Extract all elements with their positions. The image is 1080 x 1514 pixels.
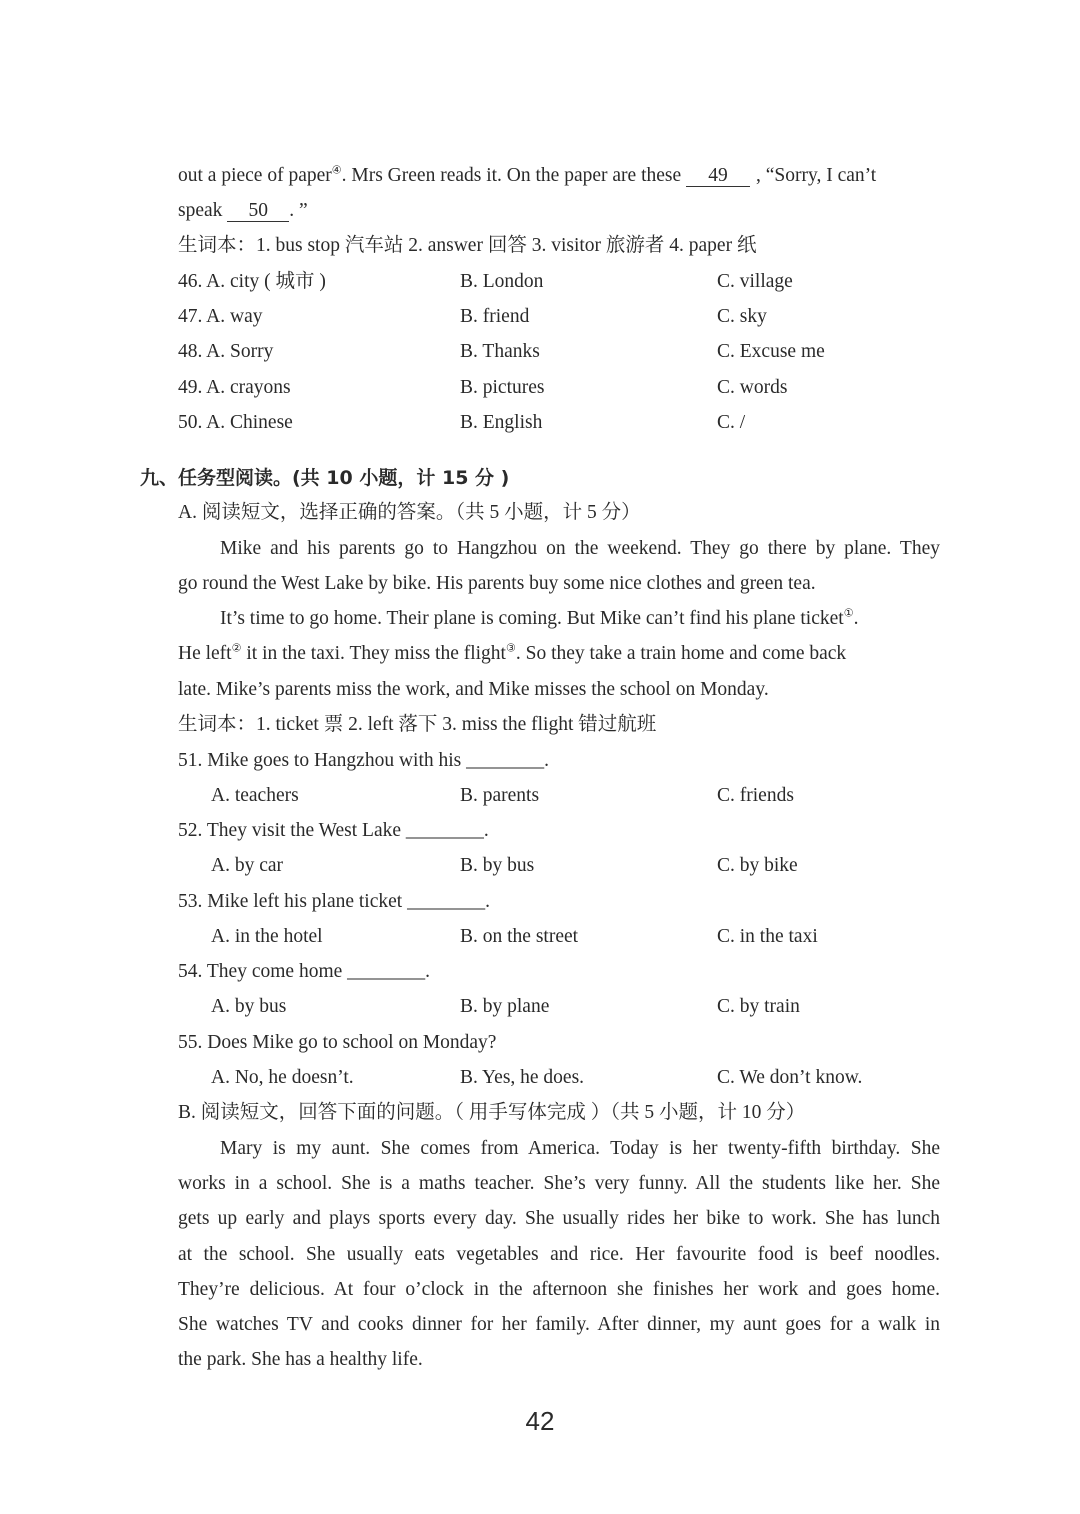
text: it in the taxi. They miss the flight: [241, 643, 506, 664]
section-heading: 九、任务型阅读。(共 10 小题，计 15 分 ): [140, 467, 510, 489]
passage-line: [178, 164, 876, 188]
option-a: 50. A. Chinese: [178, 412, 293, 433]
part-a-title: A. 阅读短文，选择正确的答案。（共 5 小题，计 5 分）: [178, 502, 641, 523]
text: speak: [178, 200, 223, 221]
passage-b-line: They’re delicious. At four o’clock in the afternoon she finishes her work and goes home.: [178, 1279, 940, 1300]
option-b: B. friend: [460, 306, 530, 327]
passage-a-line: Mike and his parents go to Hangzhou on the weekend. They go there by plane. They: [220, 538, 940, 559]
answer-blank-50: 50: [227, 201, 289, 222]
option-b: B. parents: [460, 785, 540, 806]
option-c: C. words: [717, 377, 788, 398]
option-a: 46. A. city ( 城市 ): [178, 271, 326, 292]
option-a: A. No, he doesn’t.: [211, 1067, 354, 1088]
page-number: 42: [525, 1406, 555, 1436]
option-b: B. English: [460, 412, 543, 433]
question-stem: 52. They visit the West Lake ________.: [178, 820, 489, 841]
question-stem: 55. Does Mike go to school on Monday?: [178, 1032, 497, 1053]
glossary: 生词本：1. bus stop 汽车站 2. answer 回答 3. visitor 旅游者 4. paper 纸: [178, 235, 757, 256]
option-a: A. by bus: [211, 996, 287, 1017]
question-stem: 53. Mike left his plane ticket ________.: [178, 891, 490, 912]
text: . Mrs Green reads it. On the paper are these: [341, 165, 682, 186]
footnote-marker: ②: [231, 642, 242, 655]
text: It’s time to go home. Their plane is coming. But Mike can’t find his plane ticket: [220, 608, 844, 629]
passage-b-line: works in a school. She is a maths teacher. She’s very funny. All the students like her. She: [178, 1173, 940, 1194]
option-a: 47. A. way: [178, 306, 263, 327]
option-a: A. teachers: [211, 785, 299, 806]
option-c: C. by train: [717, 996, 800, 1017]
option-b: B. by plane: [460, 996, 550, 1017]
option-b: B. pictures: [460, 377, 545, 398]
option-a: 48. A. Sorry: [178, 341, 274, 362]
passage-line: [178, 199, 308, 223]
option-a: A. by car: [211, 855, 284, 876]
passage-b-line: Mary is my aunt. She comes from America. Today is her twenty-fifth birthday. She: [220, 1138, 940, 1159]
passage-b-line: She watches TV and cooks dinner for her family. After dinner, my aunt goes for a walk in: [178, 1314, 940, 1335]
option-c: C. friends: [717, 785, 794, 806]
passage-b-line: gets up early and plays sports every day. She usually rides her bike to work. She has lunch: [178, 1208, 940, 1229]
option-a: 49. A. crayons: [178, 377, 291, 398]
footnote-marker: ③: [505, 642, 516, 655]
option-c: C. We don’t know.: [717, 1067, 863, 1088]
passage-b-line: the park. She has a healthy life.: [178, 1349, 423, 1370]
option-b: B. by bus: [460, 855, 535, 876]
option-b: B. Yes, he does.: [460, 1067, 585, 1088]
option-c: C. in the taxi: [717, 926, 818, 947]
text: , “Sorry, I can’t: [756, 165, 877, 186]
footnote-marker: ④: [331, 164, 342, 177]
footnote-marker: ①: [843, 607, 854, 620]
option-c: C. /: [717, 412, 746, 433]
option-b: B. Thanks: [460, 341, 540, 362]
option-c: C. by bike: [717, 855, 798, 876]
text: out a piece of paper: [178, 165, 332, 186]
text: . ”: [289, 200, 308, 221]
text: . So they take a train home and come back: [515, 643, 847, 664]
question-stem: 54. They come home ________.: [178, 961, 431, 982]
glossary: 生词本：1. ticket 票 2. left 落下 3. miss the flight 错过航班: [178, 714, 657, 735]
passage-a-line: go round the West Lake by bike. His parents buy some nice clothes and green tea.: [178, 573, 816, 594]
option-c: C. Excuse me: [717, 341, 825, 362]
option-c: C. village: [717, 271, 793, 292]
answer-blank-49: 49: [686, 166, 750, 187]
passage-b-line: at the school. She usually eats vegetables and rice. Her favourite food is beef noodles.: [178, 1244, 940, 1265]
question-stem: 51. Mike goes to Hangzhou with his ________.: [178, 750, 550, 771]
text: He left: [178, 643, 232, 664]
option-a: A. in the hotel: [211, 926, 323, 947]
text: .: [853, 608, 859, 629]
passage-a-line: [220, 607, 858, 631]
passage-a-line: late. Mike’s parents miss the work, and Mike misses the school on Monday.: [178, 679, 769, 700]
part-b-title: B. 阅读短文，回答下面的问题。（ 用手写体完成 ）（共 5 小题，计 10 分）: [178, 1102, 806, 1123]
option-c: C. sky: [717, 306, 767, 327]
option-b: B. on the street: [460, 926, 579, 947]
passage-a-line: [178, 642, 846, 666]
option-b: B. London: [460, 271, 544, 292]
